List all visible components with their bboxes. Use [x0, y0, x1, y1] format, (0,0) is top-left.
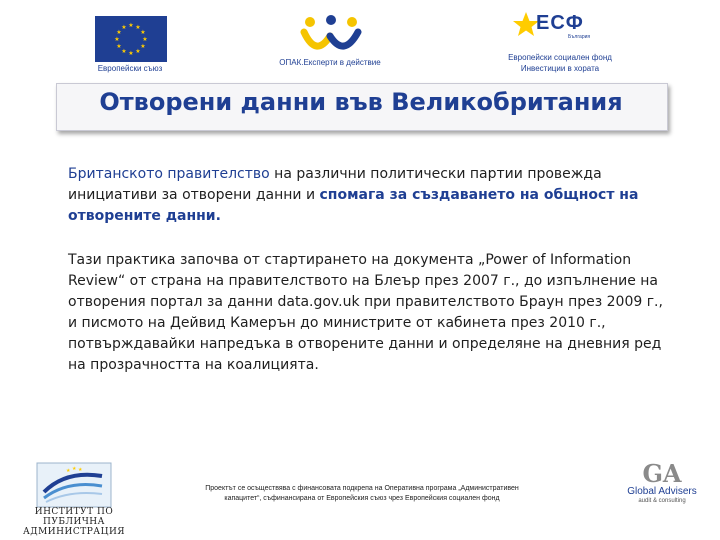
opak-logo-icon — [300, 14, 362, 60]
svg-text:★: ★ — [140, 43, 146, 50]
svg-text:★: ★ — [135, 48, 141, 55]
ipa-logo-icon — [36, 462, 112, 508]
svg-text:★: ★ — [128, 50, 134, 57]
esf-country: България — [568, 34, 591, 40]
svg-text:★: ★ — [116, 29, 122, 36]
svg-text:★: ★ — [135, 24, 141, 31]
svg-text:★: ★ — [121, 24, 127, 31]
svg-text:★: ★ — [121, 48, 127, 55]
ga-sub: audit & consulting — [638, 498, 686, 504]
opak-caption: ОПАК.Експерти в действие — [279, 58, 381, 67]
svg-text:★: ★ — [116, 43, 122, 50]
ipa-caption — [14, 507, 134, 537]
eu-flag-icon — [95, 16, 167, 62]
footer-note-line2: капацитет“, съфинансирана от Европейския съюз чрез Европейския социален фонд — [224, 495, 500, 502]
ipa-caption-line2: АДМИНИСТРАЦИЯ — [22, 527, 126, 537]
esf-caption-line1: Европейски социален фонд — [508, 53, 612, 62]
global-advisers-logo-icon — [632, 458, 692, 488]
svg-text:★: ★ — [66, 468, 71, 474]
svg-text:★: ★ — [140, 29, 146, 36]
footer-funding-note — [150, 484, 574, 504]
svg-text:★: ★ — [72, 466, 77, 472]
ipa-caption-line1: ИНСТИТУТ ПО ПУБЛИЧНА — [34, 507, 114, 527]
paragraph-intro — [68, 164, 668, 227]
para1-highlight-community: спомага за създаването на общност на отворените данни. — [68, 187, 639, 224]
svg-text:★: ★ — [128, 22, 134, 29]
footer-note-line1: Проектът се осъществява с финансовата подкрепа на Оперативна програма „Административен — [205, 485, 519, 492]
eu-caption: Европейски съюз — [97, 64, 163, 73]
svg-text:★: ★ — [142, 36, 148, 43]
svg-text:★: ★ — [78, 467, 83, 473]
para1-highlight-government: Британското правителство — [68, 166, 270, 182]
esf-logo-text: ЕСФ — [536, 12, 584, 34]
esf-caption-line2: Инвестиции в хората — [520, 64, 600, 73]
esf-caption — [490, 52, 630, 74]
svg-text:★: ★ — [114, 36, 120, 43]
ga-name: Global Advisers — [627, 486, 697, 497]
para1-text: на различни политически партии провежда инициативи за отворени данни и — [68, 166, 602, 203]
ga-logo-text: GA — [642, 459, 682, 488]
paragraph-history: Тази практика започва от стартирането на документа „Power of Information Review“ от страна на правителството на Блеър през 2007 г., до изпълнение на отворения портал за данни data.gov.uk при правителството Браун през 2009 г., и писмото на Дейвид Камерън до министрите от кабинета през 2010 г., потвърждавайки напредъка в отворените данни и определяне на дневния ред на прозрачността на коалицията. — [68, 252, 663, 373]
slide-title: Отворени данни във Великобритания — [99, 88, 623, 116]
